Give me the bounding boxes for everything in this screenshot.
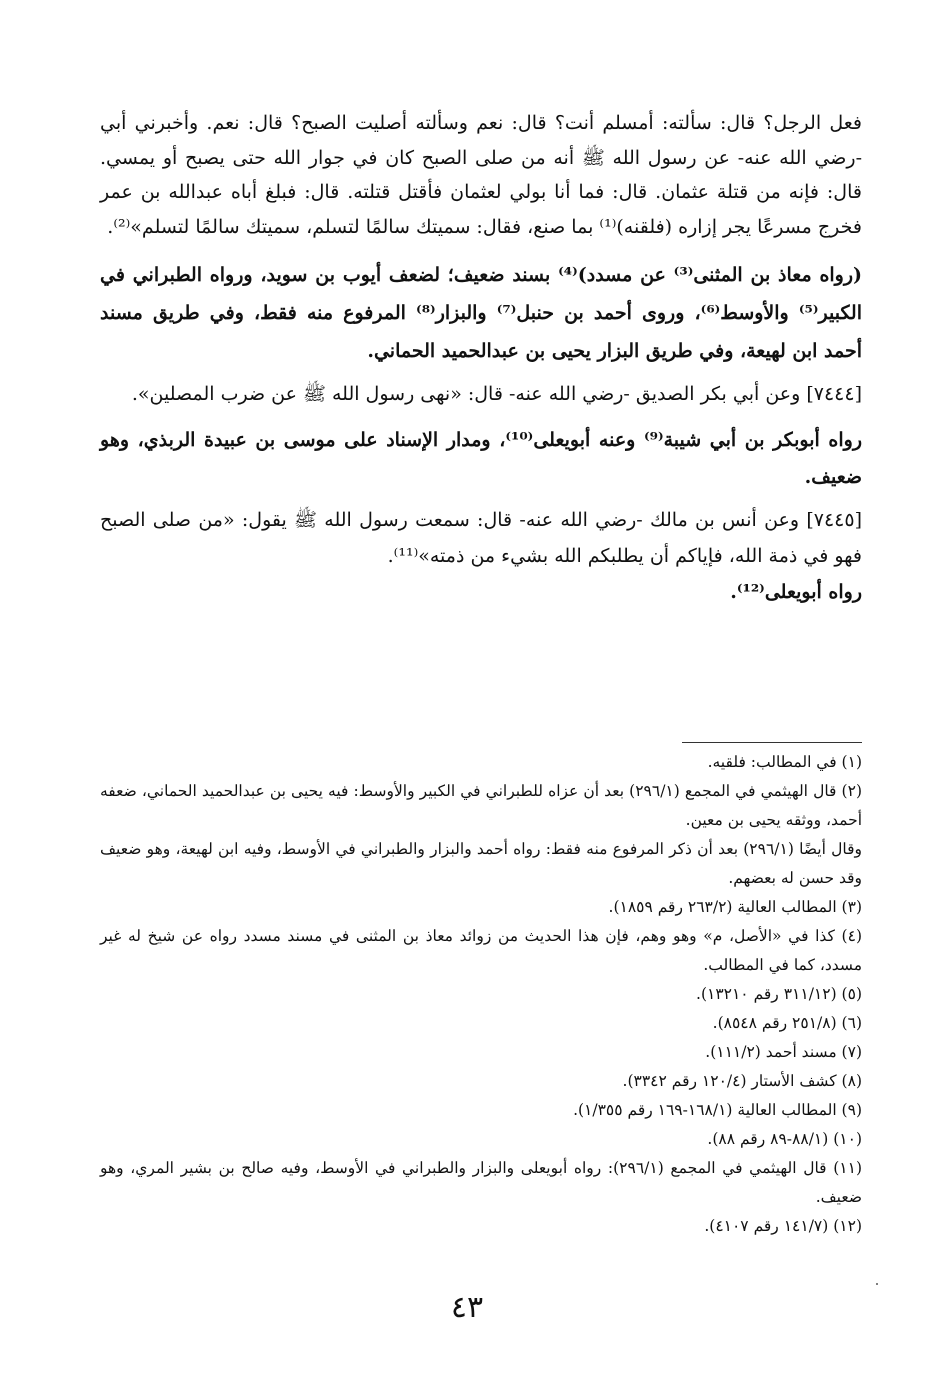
paragraph-narration: فعل الرجل؟ قال: سألته: أمسلم أنت؟ قال: نعم وسألته أصليت الصبح؟ قال: نعم. وأخبرني أبي -رضي الله عنه- عن رسول الله ﷺ أنه من صلى الصبح كان في جوار الله حتى يصبح أو يمسي. قال: فإنه من قتلة عثمان. قال: فما أنا بولي لعثمان فأقتل قتلته. قال: فبلغ أباه عبدالله بن عمر فخرج مسرعًا يجر إزاره (فلقنه)⁽¹⁾ بما صنع، فقال: سميتك سالمًا لتسلم، سميتك سالمًا لتسلم»⁽²⁾. (100, 112, 862, 238)
paragraph-takhrij-1: (رواه معاذ بن المثنى⁽³⁾ عن مسدد)⁽⁴⁾ بسند ضعيف؛ لضعف أيوب بن سويد، ورواه الطبراني في الكبير⁽⁵⁾ والأوسط⁽⁶⁾، وروى أحمد بن حنبل⁽⁷⁾ والبزار⁽⁸⁾ المرفوع منه فقط، وفي طريق مسند أحمد ابن لهيعة، وفي طريق البزار يحيى بن عبدالحميد الحماني. (100, 264, 863, 362)
footnote-12: (١٢) (١٤١/٧ رقم ٤١٠٧). (704, 1217, 862, 1235)
footnote-8: (٨) كشف الأستار (١٢٠/٤ رقم ٣٣٤٢). (622, 1072, 862, 1090)
footnote-10: (١٠) (٨٨/١-٨٩ رقم ٨٨). (707, 1130, 862, 1148)
footnote-6: (٦) (٢٥١/٨ رقم ٨٥٤٨). (712, 1014, 862, 1032)
footnote-9: (٩) المطالب العالية (١٦٨/١-١٦٩ رقم ١/٣٥٥). (573, 1101, 862, 1119)
footnote-2: (٢) قال الهيثمي في المجمع (٢٩٦/١) بعد أن عزاه للطبراني في الكبير والأوسط: فيه يحيى بن عبدالحميد الحماني، ضعفه أحمد، ووثقه يحيى بن معين. (100, 782, 862, 829)
footnote-11: (١١) قال الهيثمي في المجمع (٢٩٦/١): رواه أبويعلى والبزار والطبراني في الأوسط، وفيه صالح بن بشير المري، وهو ضعيف. (100, 1159, 862, 1206)
footnote-3: (٣) المطالب العالية (٢٦٣/٢ رقم ١٨٥٩). (608, 898, 862, 916)
main-text (100, 106, 862, 610)
page-number: ٤٣ (450, 1290, 484, 1325)
paragraph-hadith-7444: [٧٤٤٤] وعن أبي بكر الصديق -رضي الله عنه- قال: «نهى رسول الله ﷺ عن ضرب المصلين». (131, 383, 862, 405)
paragraph-hadith-7445: [٧٤٤٥] وعن أنس بن مالك -رضي الله عنه- قال: سمعت رسول الله ﷺ يقول: «من صلى الصبح فهو في ذمة الله، فإياكم أن يطلبكم الله بشيء من ذمته»⁽¹¹⁾. (100, 509, 862, 567)
footnote-7: (٧) مسند أحمد (١١١/٢). (705, 1043, 862, 1061)
footnote-2-continued: وقال أيضًا (٢٩٦/١) بعد أن ذكر المرفوع منه فقط: رواه أحمد والبزار والطبراني في الأوسط، وفيه ابن لهيعة، وهو ضعيف وقد حسن له بعضهم. (100, 840, 862, 887)
footnotes (100, 748, 862, 1241)
footnote-1: (١) في المطالب: فلقيه. (707, 753, 862, 771)
paragraph-takhrij-3: رواه أبويعلى⁽¹²⁾. (730, 581, 862, 603)
footnote-separator (682, 742, 862, 743)
paragraph-takhrij-2: رواه أبوبكر بن أبي شيبة⁽⁹⁾ وعنه أبويعلى⁽¹⁰⁾، ومدار الإسناد على موسى بن عبيدة الربذي، وهو ضعيف. (100, 429, 863, 488)
footnote-4: (٤) كذا في «الأصل، م» وهو وهم، فإن هذا الحديث من زوائد معاذ بن المثنى في مسند مسدد رواه عن شيخ له غير مسدد، كما في المطالب. (100, 927, 862, 974)
scan-speck (876, 1283, 878, 1285)
footnote-5: (٥) (٣١١/١٢ رقم ١٣٢١٠). (696, 985, 862, 1003)
